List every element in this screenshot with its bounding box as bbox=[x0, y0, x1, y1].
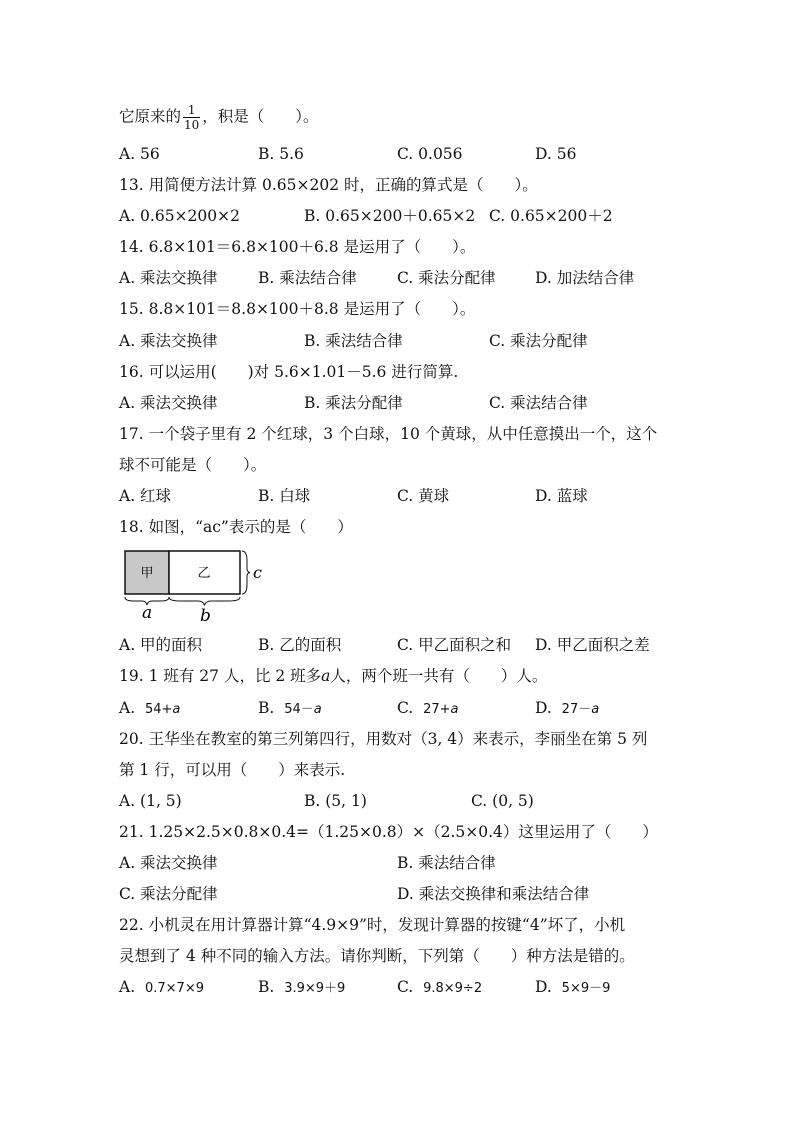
q22-option-b bbox=[258, 976, 345, 1000]
q19-option-b-expr: 54－ bbox=[284, 702, 314, 717]
q22-option-d-letter: D. bbox=[535, 978, 552, 996]
q14-option-c: C. 乘法分配律 bbox=[397, 269, 496, 287]
q14-option-d: D. 加法结合律 bbox=[535, 269, 635, 287]
q19-option-d bbox=[535, 697, 599, 721]
diagram-label-b: b bbox=[200, 606, 211, 625]
diagram-label-c: c bbox=[253, 563, 262, 582]
q15-option-b: B. 乘法结合律 bbox=[304, 332, 403, 350]
q12-fraction-denominator: 10 bbox=[184, 118, 200, 132]
q12-option-d: D. 56 bbox=[535, 145, 577, 163]
q13-stem: 13. 用简便方法计算 0.65×202 时，正确的算式是（ ）。 bbox=[119, 176, 538, 194]
q19-option-d-expr: 27－ bbox=[561, 702, 592, 717]
q19-option-c-var: a bbox=[450, 702, 459, 717]
q22-option-c-expr: 9.8×9÷2 bbox=[423, 981, 483, 996]
q20-option-a: A. (1, 5) bbox=[119, 792, 182, 810]
q21-option-a: A. 乘法交换律 bbox=[119, 854, 218, 872]
q19-stem-variable: a bbox=[321, 667, 331, 685]
q19-option-b bbox=[258, 697, 322, 721]
q19-stem-before: 19. 1 班有 27 人，比 2 班多 bbox=[119, 667, 322, 685]
q12-stem bbox=[119, 103, 319, 132]
q19-stem-after: 人，两个班一共有（ ）人。 bbox=[330, 667, 548, 685]
q12-option-b: B. 5.6 bbox=[258, 145, 304, 163]
q16-option-c: C. 乘法结合律 bbox=[489, 394, 588, 412]
q12-option-c: C. 0.056 bbox=[397, 145, 463, 163]
q20-stem-line2: 第 1 行，可以用（ ）来表示. bbox=[119, 761, 346, 779]
q18-option-b: B. 乙的面积 bbox=[258, 636, 342, 654]
q21-stem: 21. 1.25×2.5×0.8×0.4=（1.25×0.8）×（2.5×0.4）这里运用了（ ） bbox=[119, 823, 658, 841]
q19-option-c-expr: 27+ bbox=[423, 702, 451, 717]
q18-stem: 18. 如图，“ac”表示的是（ ） bbox=[119, 518, 353, 536]
q15-option-c: C. 乘法分配律 bbox=[489, 332, 588, 350]
q22-option-a bbox=[119, 976, 204, 1000]
q18-rectangle-diagram bbox=[118, 545, 278, 625]
q16-option-a: A. 乘法交换律 bbox=[119, 394, 218, 412]
diagram-brace-right bbox=[242, 551, 250, 594]
q20-option-b: B. (5, 1) bbox=[304, 792, 367, 810]
q19-option-b-var: a bbox=[313, 702, 322, 717]
q19-option-a bbox=[119, 697, 180, 721]
q21-option-d: D. 乘法交换律和乘法结合律 bbox=[397, 885, 590, 903]
q14-stem: 14. 6.8×101＝6.8×100＋6.8 是运用了（ ）。 bbox=[119, 238, 476, 256]
q19-option-c-letter: C. bbox=[397, 699, 414, 717]
q17-stem-line2: 球不可能是（ ）。 bbox=[119, 456, 267, 474]
diagram-brace-b bbox=[169, 597, 240, 605]
q19-stem bbox=[119, 665, 547, 687]
q20-stem-line1: 20. 王华坐在教室的第三列第四行，用数对（3, 4）来表示，李丽坐在第 5 列 bbox=[119, 730, 648, 748]
diagram-label-a: a bbox=[142, 603, 153, 623]
q22-option-a-expr: 0.7×7×9 bbox=[144, 981, 204, 996]
q13-option-c: C. 0.65×200＋2 bbox=[489, 207, 613, 225]
q20-option-c: C. (0, 5) bbox=[471, 792, 534, 810]
q17-option-d: D. 蓝球 bbox=[535, 487, 588, 505]
q21-option-b: B. 乘法结合律 bbox=[397, 854, 496, 872]
q19-option-d-letter: D. bbox=[535, 699, 552, 717]
q18-option-d: D. 甲乙面积之差 bbox=[535, 636, 650, 654]
q12-fraction-numerator: 1 bbox=[183, 103, 200, 118]
q22-option-c-letter: C. bbox=[397, 978, 414, 996]
q22-option-d-expr: 5×9－9 bbox=[561, 981, 611, 996]
q18-option-a: A. 甲的面积 bbox=[119, 636, 203, 654]
q22-option-b-expr: 3.9×9＋9 bbox=[284, 981, 346, 996]
q19-option-a-letter: A. bbox=[119, 699, 136, 717]
q16-stem: 16. 可以运用( )对 5.6×1.01－5.6 进行简算. bbox=[119, 363, 459, 381]
q15-stem: 15. 8.8×101＝8.8×100＋8.8 是运用了（ ）。 bbox=[119, 300, 476, 318]
q14-option-b: B. 乘法结合律 bbox=[258, 269, 357, 287]
q22-stem-line2: 灵想到了 4 种不同的输入方法。请你判断，下列第（ ）种方法是错的。 bbox=[119, 947, 635, 965]
q21-option-c: C. 乘法分配律 bbox=[119, 885, 218, 903]
q19-option-c bbox=[397, 697, 459, 721]
q22-stem-line1: 22. 小机灵在用计算器计算“4.9×9”时，发现计算器的按键“4”坏了，小机 bbox=[119, 916, 626, 934]
q17-option-c: C. 黄球 bbox=[397, 487, 450, 505]
q17-option-a: A. 红球 bbox=[119, 487, 172, 505]
q22-option-b-letter: B. bbox=[258, 978, 275, 996]
q15-option-a: A. 乘法交换律 bbox=[119, 332, 218, 350]
q19-option-a-var: a bbox=[172, 702, 181, 717]
q13-option-a: A. 0.65×200×2 bbox=[119, 207, 240, 225]
q14-option-a: A. 乘法交换律 bbox=[119, 269, 218, 287]
q12-option-a: A. 56 bbox=[119, 145, 160, 163]
q12-fraction bbox=[183, 103, 200, 132]
q18-option-c: C. 甲乙面积之和 bbox=[397, 636, 512, 654]
q22-option-a-letter: A. bbox=[119, 978, 136, 996]
q12-stem-before: 它原来的 bbox=[119, 107, 182, 126]
q22-option-c bbox=[397, 976, 482, 1000]
q12-stem-after: ，积是（ ）。 bbox=[202, 107, 319, 126]
diagram-label-yi: 乙 bbox=[197, 566, 211, 581]
q16-option-b: B. 乘法分配律 bbox=[304, 394, 403, 412]
q17-stem-line1: 17. 一个袋子里有 2 个红球，3 个白球，10 个黄球，从中任意摸出一个，这个 bbox=[119, 425, 658, 443]
q19-option-d-var: a bbox=[591, 702, 600, 717]
diagram-label-jia: 甲 bbox=[140, 566, 154, 581]
q17-option-b: B. 白球 bbox=[258, 487, 311, 505]
q19-option-b-letter: B. bbox=[258, 699, 275, 717]
q22-option-d bbox=[535, 976, 610, 1000]
q13-option-b: B. 0.65×200＋0.65×2 bbox=[304, 207, 476, 225]
q19-option-a-expr: 54+ bbox=[144, 702, 173, 717]
